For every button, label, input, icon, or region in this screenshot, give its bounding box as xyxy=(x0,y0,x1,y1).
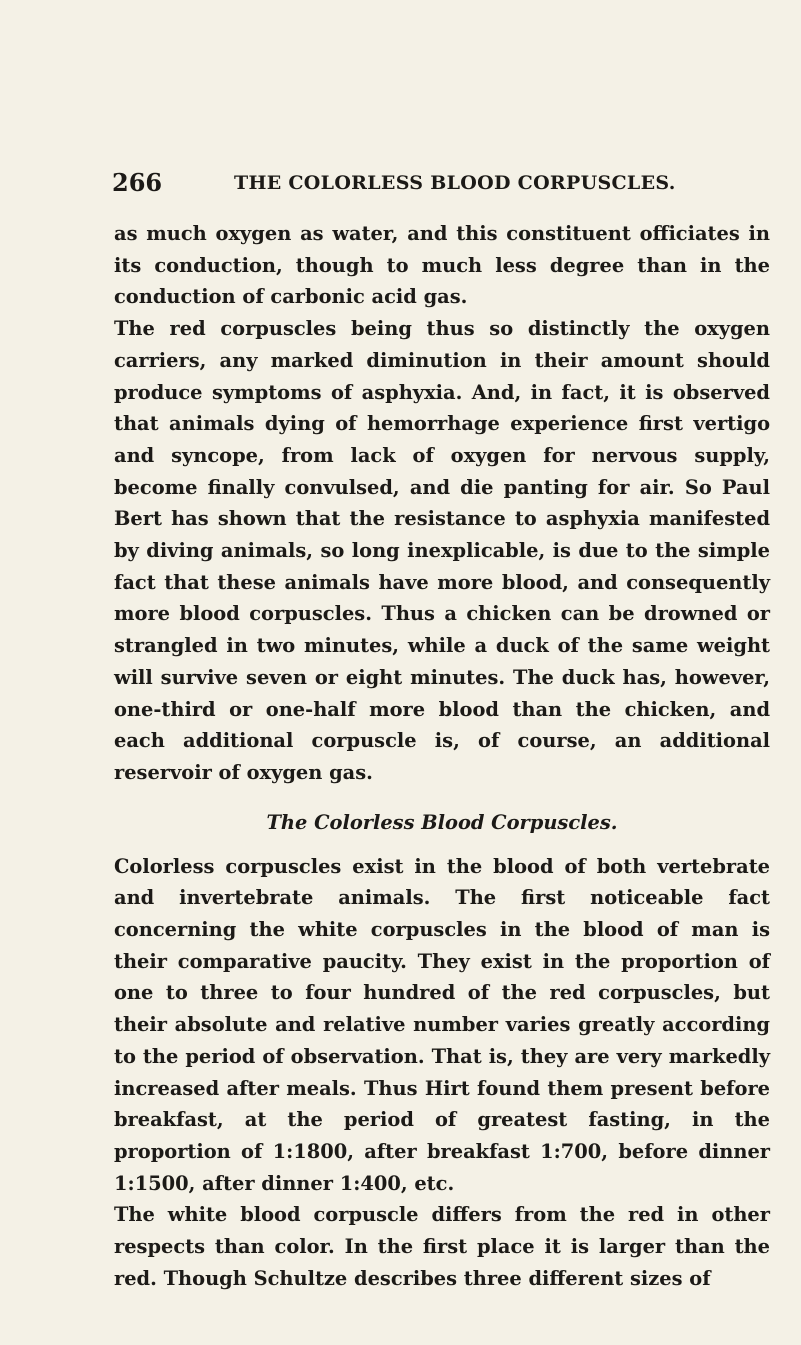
body-text xyxy=(114,218,770,1295)
running-title: THE COLORLESS BLOOD CORPUSCLES. xyxy=(234,172,676,194)
page-header xyxy=(112,168,772,198)
section-heading: The Colorless Blood Corpuscles. xyxy=(266,810,618,834)
paragraph-colorless-corpuscles: Colorless corpuscles exist in the blood of both vertebrate and invertebrate animals. The first noticeable fact concerning the white corpuscles in the blood of man is their comparative paucity. They exist in the proportion of one to three to four hundred of the red corpuscles, but their absolute and relative number varies greatly according to the period of observation. That is, they are very markedly increased after meals. Thus Hirt found them present before breakfast, at the period of greatest fasting, in the proportion of 1:1800, after breakfast 1:700, before dinner 1:1500, after dinner 1:400, etc. xyxy=(114,854,770,1195)
paragraph-white-corpuscle-size: The white blood corpuscle differs from the red in other respects than color. In the first place it is larger than the red. Though Schultze describes three different sizes of xyxy=(114,1203,770,1290)
paragraph-oxygen-conduction: as much oxygen as water, and this constituent officiates in its conduction, though to much less degree than in the conduction of carbonic acid gas. xyxy=(114,222,770,309)
paragraph-red-corpuscles: The red corpuscles being thus so distinctly the oxygen carriers, any marked diminution in their amount should produce symptoms of asphyxia. And, in fact, it is observed that animals dying of hemorrhage experience first vertigo and syncope, from lack of oxygen for nervous supply, become finally convulsed, and die panting for air. So Paul Bert has shown that the resistance to asphyxia manifested by diving animals, so long inexplicable, is due to the simple fact that these animals have more blood, and consequently more blood corpuscles. Thus a chicken can be drowned or strangled in two minutes, while a duck of the same weight will survive seven or eight minutes. The duck has, however, one-third or one-half more blood than the chicken, and each additional corpuscle is, of course, an additional reservoir of oxygen gas. xyxy=(114,317,770,784)
page-number: 266 xyxy=(112,168,163,197)
